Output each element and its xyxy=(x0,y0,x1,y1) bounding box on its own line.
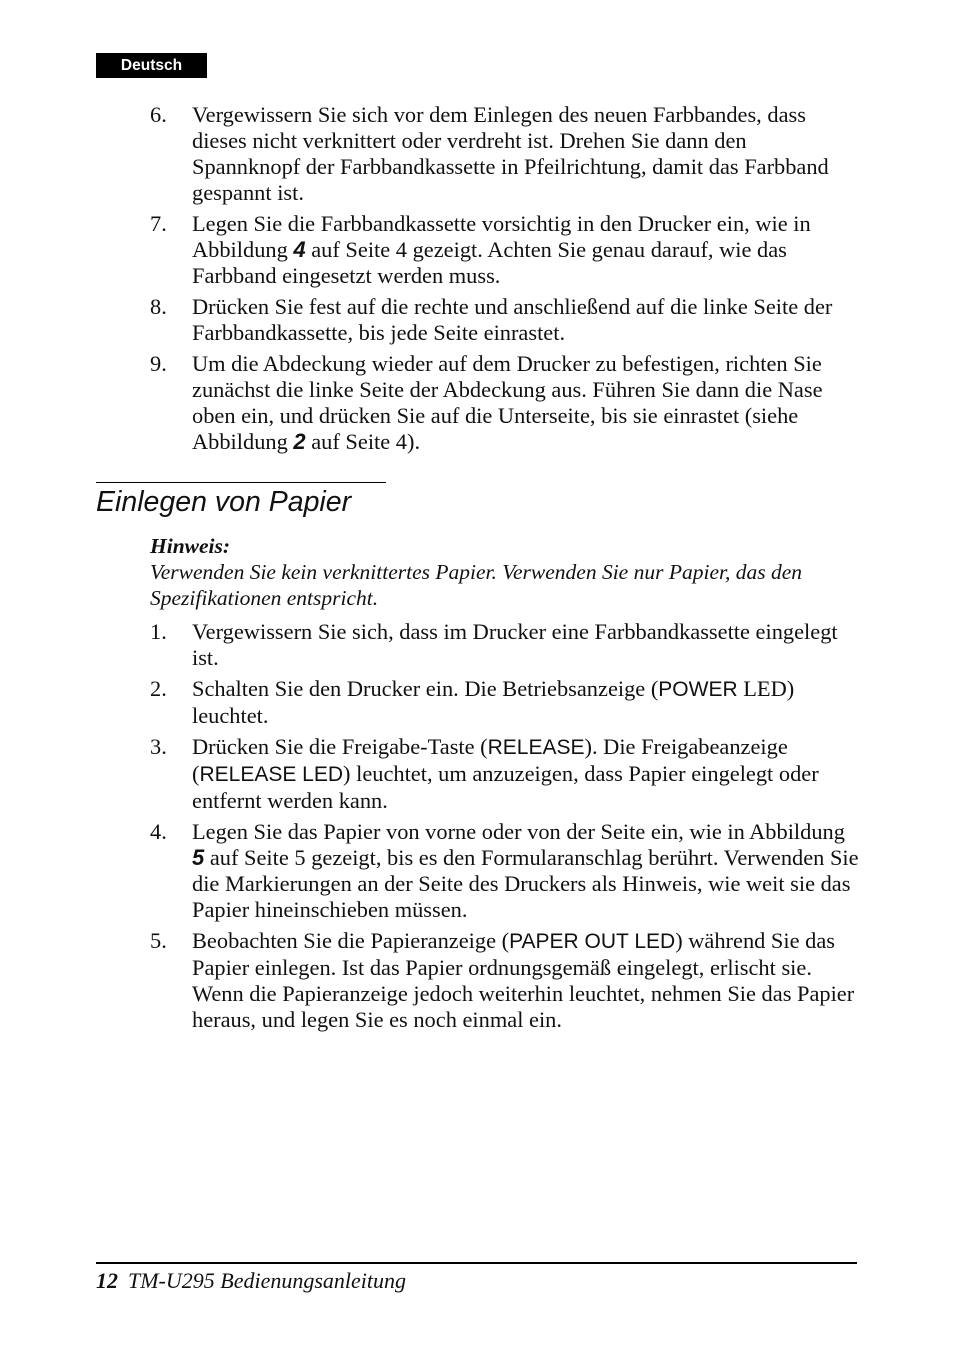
step-text: LED) leuchtet. xyxy=(192,676,795,728)
step-number: 9. xyxy=(150,351,167,376)
list-item xyxy=(150,351,860,455)
steps-list-top xyxy=(150,102,860,460)
list-item xyxy=(150,734,860,814)
list-item xyxy=(150,928,860,1033)
step-text: Um die Abdeckung wieder auf dem Drucker zu befestigen, richten Sie zunächst die linke Seite der Abdeckung aus. Führen Sie dann die Nase oben ein, und drücken Sie auf die Unterseite, bis sie einrastet (siehe Abbildung xyxy=(192,351,823,454)
step-text: ) leuchtet, um anzuzeigen, dass Papier eingelegt oder entfernt werden kann. xyxy=(192,761,819,813)
step-text: Legen Sie die Farbbandkassette vorsichtig in den Drucker ein, wie in Abbildung xyxy=(192,211,811,262)
list-item xyxy=(150,294,860,346)
figure-reference: 2 xyxy=(293,429,306,454)
list-item xyxy=(150,211,860,289)
step-number: 8. xyxy=(150,294,167,319)
step-text: auf Seite 4). xyxy=(305,429,421,454)
step-text: Vergewissern Sie sich vor dem Einlegen des neuen Farbbandes, dass dieses nicht verknittert oder verdreht ist. Drehen Sie dann den Spannknopf der Farbbandkassette in Pfeilrichtung, damit das Farbband gespannt ist. xyxy=(192,102,829,205)
steps-list-bottom xyxy=(150,619,860,1038)
control-label: POWER xyxy=(658,678,738,701)
footer xyxy=(96,1267,406,1295)
list-item xyxy=(150,819,860,923)
step-text: Beobachten Sie die Papieranzeige ( xyxy=(192,928,510,953)
manual-title: TM-U295 Bedienungsanleitung xyxy=(128,1268,407,1293)
step-number: 1. xyxy=(150,619,167,644)
step-text: Vergewissern Sie sich, dass im Drucker eine Farbbandkassette eingelegt ist. xyxy=(192,619,838,670)
control-label: RELEASE LED xyxy=(199,763,344,786)
step-number: 3. xyxy=(150,734,167,759)
step-text: ). Die Freigabeanzeige ( xyxy=(192,734,788,786)
language-tab: Deutsch xyxy=(96,53,207,78)
step-text: Legen Sie das Papier von vorne oder von der Seite ein, wie in Abbildung xyxy=(192,819,845,844)
section-title: Einlegen von Papier xyxy=(96,482,386,519)
step-number: 6. xyxy=(150,102,167,127)
list-item xyxy=(150,102,860,206)
control-label: PAPER OUT LED xyxy=(509,930,676,953)
note-title: Hinweis: xyxy=(150,534,231,558)
list-item xyxy=(150,619,860,671)
control-label: RELEASE xyxy=(487,736,585,759)
footer-divider xyxy=(96,1262,857,1264)
figure-reference: 4 xyxy=(293,237,306,262)
step-number: 2. xyxy=(150,676,167,701)
step-text: ) während Sie das Papier einlegen. Ist das Papier ordnungsgemäß eingelegt, erlischt sie. Wenn die Papieranzeige jedoch weiterhin leuchtet, nehmen Sie das Papier heraus, und legen Sie es noch einmal ein. xyxy=(192,928,855,1032)
step-number: 5. xyxy=(150,928,167,953)
page-number: 12 xyxy=(96,1268,118,1293)
note-box xyxy=(150,533,860,611)
step-text: Drücken Sie die Freigabe-Taste ( xyxy=(192,734,488,759)
step-text: auf Seite 4 gezeigt. Achten Sie genau darauf, wie das Farbband eingesetzt werden muss. xyxy=(192,237,787,288)
step-text: auf Seite 5 gezeigt, bis es den Formularanschlag berührt. Verwenden Sie die Markierungen an der Seite des Druckers als Hinweis, wie weit sie das Papier hineinschieben müssen. xyxy=(192,845,859,922)
step-number: 7. xyxy=(150,211,167,236)
step-text: Drücken Sie fest auf die rechte und anschließend auf die linke Seite der Farbbandkassette, bis jede Seite einrastet. xyxy=(192,294,833,345)
step-text: Schalten Sie den Drucker ein. Die Betriebsanzeige ( xyxy=(192,676,659,701)
note-text: Verwenden Sie kein verknittertes Papier. Verwenden Sie nur Papier, das den Spezifikationen entspricht. xyxy=(150,560,803,610)
list-item xyxy=(150,676,860,729)
step-number: 4. xyxy=(150,819,167,844)
figure-reference: 5 xyxy=(192,845,205,870)
